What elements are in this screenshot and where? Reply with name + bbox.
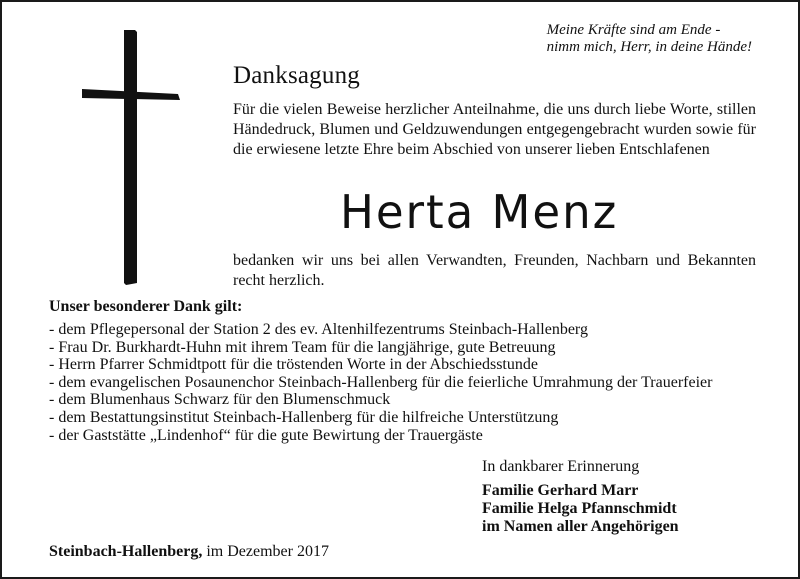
list-item: - dem Pflegepersonal der Station 2 des ev. Altenhilfezentrums Steinbach-Hallenberg [49,321,588,338]
intro-paragraph: Für die vielen Beweise herzlicher Anteilnahme, die uns durch liebe Worte, stillen Händedruck, Blumen und Geldzuwendungen entgegengebracht wurden sowie für die erwiesene letzte Ehre beim Abschied von unserer lieben Entschlafenen [233,101,756,158]
place-and-date [49,543,329,561]
motto-line-2: nimm mich, Herr, in deine Hände! [546,39,752,55]
list-item: - dem Bestattungsinstitut Steinbach-Hallenberg für die hilfreiche Unterstützung [49,408,559,426]
list-item: - Herrn Pfarrer Schmidtpott für die tröstenden Worte in der Abschiedsstunde [49,356,538,374]
deceased-name: Herta Menz [340,185,619,239]
special-thanks-heading: Unser besonderer Dank gilt: [49,298,243,315]
date: im Dezember 2017 [206,543,329,560]
list-item: - Frau Dr. Burkhardt-Huhn mit ihrem Team für die langjährige, gute Betreuung [49,338,556,356]
latin-cross-icon [82,30,182,285]
family-signature: Familie Gerhard Marr [482,482,639,499]
motto-verse [547,22,752,56]
closing-block [482,458,679,536]
list-item: - der Gaststätte „Lindenhof“ für die gute Bewirtung der Trauergäste [49,426,483,444]
thanks-paragraph: bedanken wir uns bei allen Verwandten, Freunden, Nachbarn und Bekannten recht herzlich. [233,252,756,289]
special-thanks-list [49,321,712,444]
page-title: Danksagung [233,62,360,89]
family-signature: Familie Helga Pfannschmidt [482,500,677,517]
list-item: - dem Blumenhaus Schwarz für den Blumenschmuck [49,391,391,409]
motto-line-1: Meine Kräfte sind am Ende - [546,22,721,38]
list-item: - dem evangelischen Posaunenchor Steinbach-Hallenberg für die feierliche Umrahmung der Trauerfeier [49,373,713,391]
family-signature: im Namen aller Angehörigen [482,518,679,535]
place: Steinbach-Hallenberg, [49,543,203,560]
closing-intro: In dankbarer Erinnerung [482,458,640,475]
